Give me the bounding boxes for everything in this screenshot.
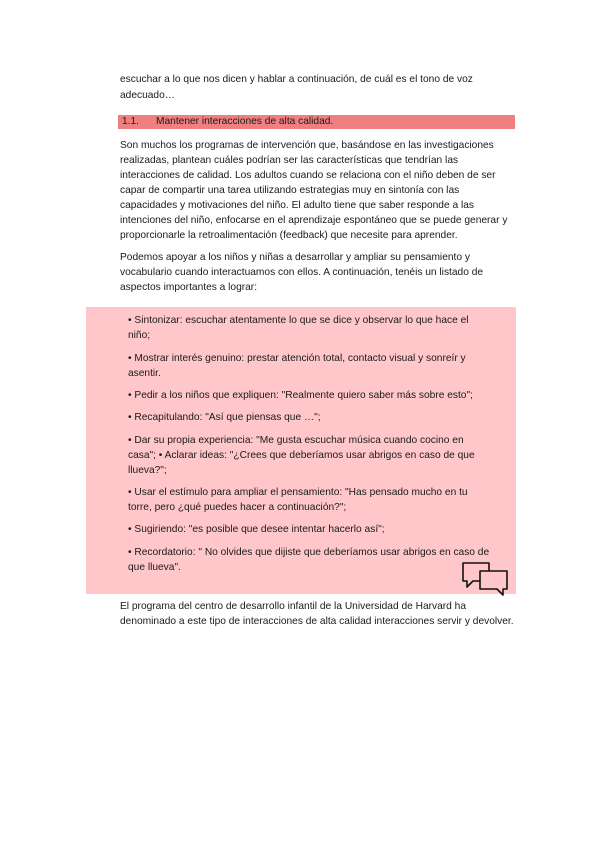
list-item: asentir. bbox=[128, 368, 161, 379]
section-title: Mantener interacciones de alta calidad. bbox=[156, 116, 334, 127]
list-item: torre, pero ¿qué puedes hacer a continuación?"; bbox=[128, 502, 347, 513]
list-item: niño; bbox=[128, 330, 151, 341]
section-heading bbox=[118, 115, 515, 129]
paragraph-line: proporcionarle la retroalimentación (feedback) que necesite para aprender. bbox=[120, 230, 458, 241]
paragraph-line: denominado a este tipo de interacciones de alta calidad interacciones servir y devolver. bbox=[120, 616, 514, 627]
paragraph-line: capar de compartir una tarea utilizando estrategias muy en sintonía con las bbox=[120, 185, 460, 196]
list-item: • Recordatorio: " No olvides que dijiste que deberíamos usar abrigos en caso de bbox=[128, 547, 490, 558]
intro-line-1: escuchar a lo que nos dicen y hablar a continuación, de cuál es el tono de voz bbox=[120, 74, 473, 85]
list-item: • Recapitulando: "Así que piensas que …"; bbox=[128, 412, 321, 423]
paragraph-line: El programa del centro de desarrollo infantil de la Universidad de Harvard ha bbox=[120, 601, 466, 612]
section-number: 1.1. bbox=[122, 116, 139, 127]
list-item: llueva?"; bbox=[128, 465, 167, 476]
list-item: • Usar el estímulo para ampliar el pensamiento: "Has pensado mucho en tu bbox=[128, 487, 468, 498]
paragraph-line: Son muchos los programas de intervención que, basándose en las investigaciones bbox=[120, 140, 494, 151]
paragraph-line: vocabulario cuando interactuamos con ellos. A continuación, tenéis un listado de bbox=[120, 267, 484, 278]
paragraph-line: interacciones de calidad. Los adultos cuando se relaciona con el niño deben de ser bbox=[120, 170, 496, 181]
paragraph-line: aspectos importantes a lograr: bbox=[120, 282, 258, 293]
list-item: • Pedir a los niños que expliquen: "Realmente quiero saber más sobre esto"; bbox=[128, 390, 473, 401]
paragraph-line: capacidades y motivaciones del niño. El adulto tiene que saber responde a las bbox=[120, 200, 474, 211]
list-item: que llueva". bbox=[128, 562, 181, 573]
list-item: • Mostrar interés genuino: prestar atención total, contacto visual y sonreír y bbox=[128, 353, 466, 364]
paragraph-line: Podemos apoyar a los niños y niñas a desarrollar y ampliar su pensamiento y bbox=[120, 252, 470, 263]
list-item: casa"; • Aclarar ideas: "¿Crees que deberíamos usar abrigos en caso de que bbox=[128, 450, 475, 461]
list-item: • Sugiriendo: "es posible que desee intentar hacerlo así"; bbox=[128, 524, 385, 535]
paragraph-line: realizadas, plantean cuáles podrían ser las características que tendrían las bbox=[120, 155, 459, 166]
intro-line-2: adecuado… bbox=[120, 90, 175, 101]
chat-bubbles-icon bbox=[460, 561, 510, 597]
list-item: • Dar su propia experiencia: "Me gusta escuchar música cuando cocino en bbox=[128, 435, 464, 446]
paragraph-line: intenciones del niño, enfocarse en el aprendizaje espontáneo que se puede generar y bbox=[120, 215, 508, 226]
list-item: • Sintonizar: escuchar atentamente lo que se dice y observar lo que hace el bbox=[128, 315, 469, 326]
